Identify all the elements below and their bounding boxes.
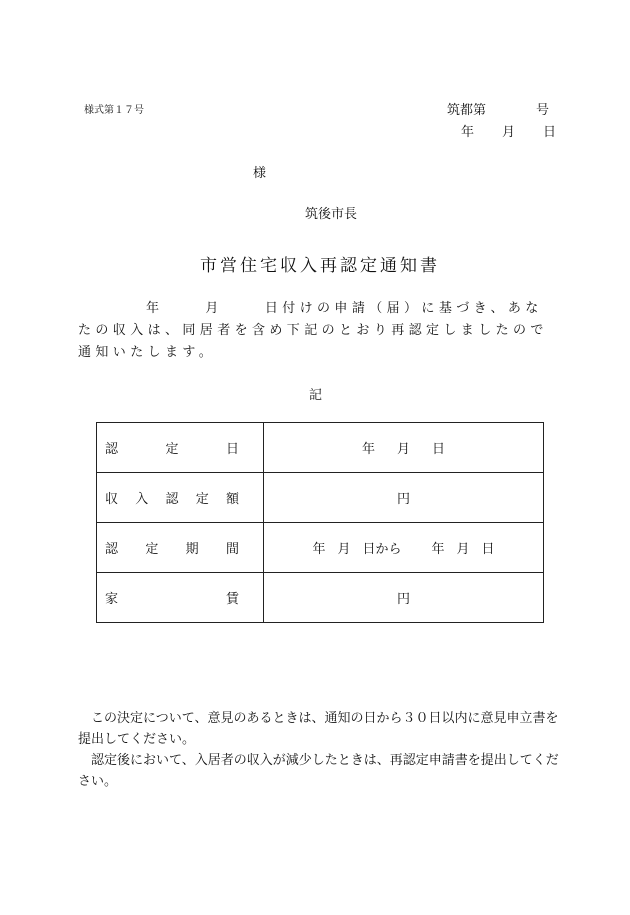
- row-label: 認 定 期 間: [97, 523, 264, 573]
- notes: [78, 708, 560, 792]
- table-row: [97, 473, 544, 523]
- note-reapplication: 認定後において、入居者の収入が減少したときは、再認定申請書を提出してください。: [78, 753, 559, 789]
- row-value: 円: [264, 473, 544, 523]
- table-row: [97, 523, 544, 573]
- document-title: 市営住宅収入再認定通知書: [200, 256, 440, 276]
- issue-number: [447, 99, 549, 118]
- row-label: 収 入 認 定 額: [97, 473, 264, 523]
- issue-date-month: 月: [502, 125, 516, 140]
- form-number: 様式第１７号: [84, 105, 144, 116]
- table-row: [97, 423, 544, 473]
- recipient-suffix: 様: [253, 166, 267, 181]
- issue-prefix: 筑都第: [447, 103, 487, 118]
- detail-table: [96, 422, 544, 623]
- row-value: 円: [264, 573, 544, 623]
- row-label: 家 賃: [97, 573, 264, 623]
- issue-date-day: 日: [543, 125, 557, 140]
- table-row: [97, 573, 544, 623]
- note-objection: この決定について、意見のあるときは、通知の日から３０日以内に意見申立書を提出してください。: [78, 711, 559, 747]
- body-year: 年: [146, 301, 164, 316]
- ki-mark: 記: [309, 388, 323, 403]
- row-value: 年 月 日から 年 月 日: [264, 523, 544, 573]
- body-main: 日付けの申請（届）に基づき、あなたの収入は、同居者を含め下記のとおり再認定しましたので通知いたします。: [78, 301, 548, 360]
- issue-date-year: 年: [461, 125, 475, 140]
- issue-date: [461, 121, 556, 140]
- row-label: 認 定 日: [97, 423, 264, 473]
- issuer-name: 筑後市長: [305, 207, 358, 222]
- body-text: [78, 298, 558, 364]
- issue-suffix: 号: [536, 103, 550, 118]
- row-value: 年 月 日: [264, 423, 544, 473]
- body-month: 月: [205, 301, 223, 316]
